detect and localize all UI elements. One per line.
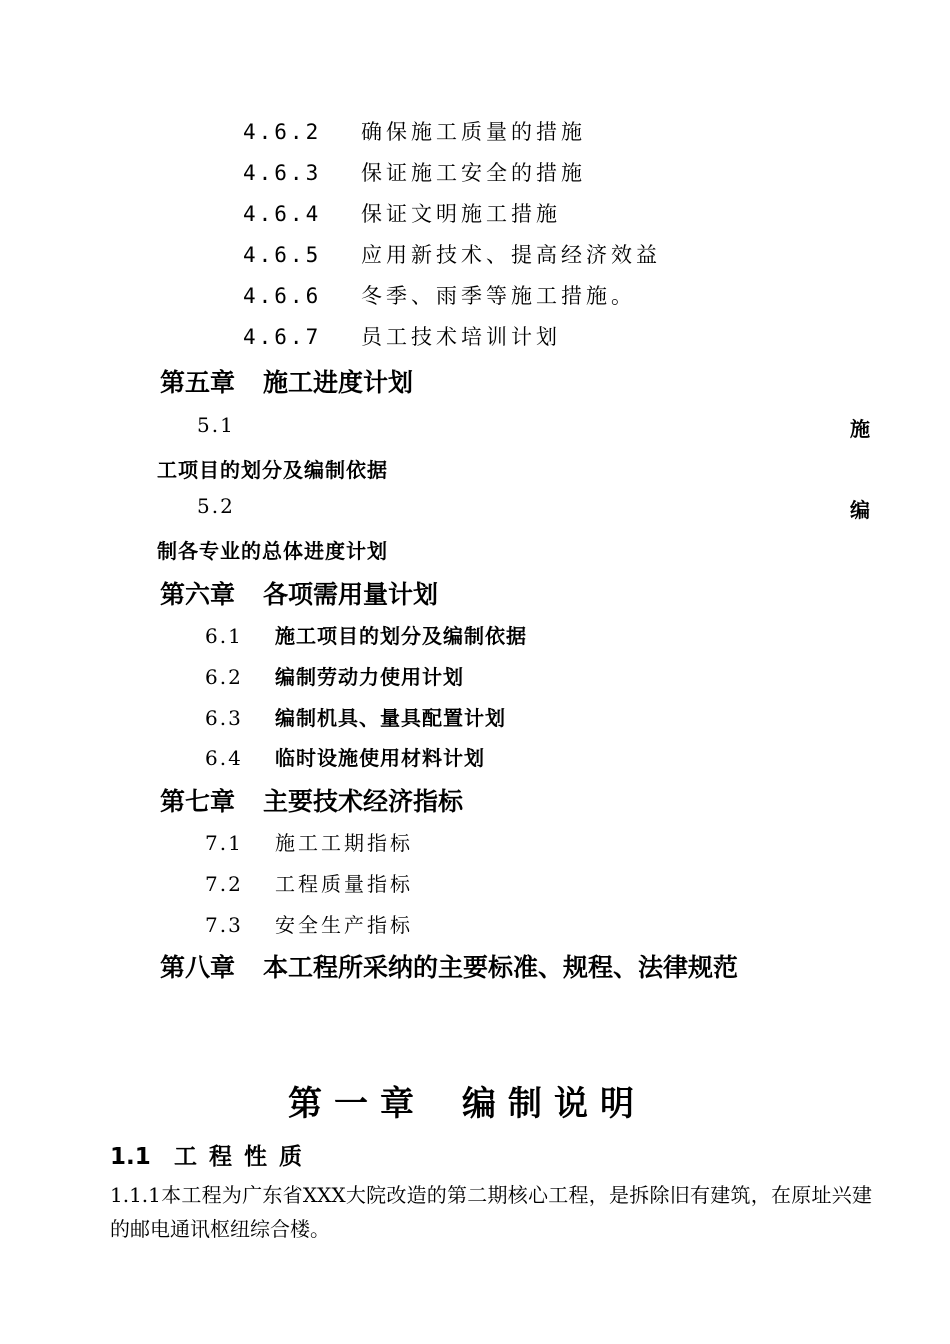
toc-entry-6-4[interactable] <box>205 742 485 771</box>
toc-entry-5-1-text[interactable]: 工项目的划分及编制依据 <box>157 458 388 482</box>
chapter-label: 第七章 <box>160 787 236 816</box>
toc-entry-text: 保证施工安全的措施 <box>361 161 586 185</box>
toc-entry-text: 安全生产指标 <box>275 913 413 937</box>
toc-chapter-7[interactable] <box>160 782 463 818</box>
chapter-label: 第八章 <box>160 953 236 982</box>
toc-entry-number: 4.6.6 <box>243 284 322 308</box>
toc-entry-number: 6.1 <box>205 624 243 648</box>
toc-entry-6-1[interactable] <box>205 620 527 649</box>
toc-entry-text: 施工项目的划分及编制依据 <box>275 624 527 648</box>
chapter-heading <box>288 1076 646 1125</box>
chapter-title: 施工进度计划 <box>263 368 414 397</box>
chapter-heading-label: 第一章 <box>288 1084 426 1124</box>
toc-entry-number: 4.6.7 <box>243 325 322 349</box>
body-paragraph: 1.1.1本工程为广东省XXX大院改造的第二期核心工程，是拆除旧有建筑，在原址兴建的邮电通讯枢纽综合楼。 <box>110 1183 872 1241</box>
toc-entry-text: 编制机具、量具配置计划 <box>275 706 506 730</box>
toc-entry-4-6-6[interactable] <box>243 280 636 310</box>
chapter-title: 各项需用量计划 <box>263 580 439 609</box>
toc-entry-5-2-number[interactable]: 5.2 <box>197 494 235 518</box>
toc-entry-6-2[interactable] <box>205 661 464 690</box>
toc-chapter-6[interactable] <box>160 575 438 611</box>
toc-entry-text: 冬季、雨季等施工措施。 <box>361 284 636 308</box>
toc-entry-text: 应用新技术、提高经济效益 <box>361 243 661 267</box>
chapter-title: 主要技术经济指标 <box>263 787 464 816</box>
section-title: 工程性质 <box>174 1144 314 1170</box>
toc-chapter-5[interactable] <box>160 363 413 399</box>
toc-entry-5-2-text[interactable]: 制各专业的总体进度计划 <box>157 539 388 563</box>
toc-entry-text: 员工技术培训计划 <box>361 325 561 349</box>
chapter-label: 第五章 <box>160 368 236 397</box>
toc-entry-number: 6.4 <box>205 746 243 770</box>
toc-entry-number: 6.3 <box>205 706 243 730</box>
toc-entry-text: 编制劳动力使用计划 <box>275 665 464 689</box>
toc-entry-number: 7.1 <box>205 831 243 855</box>
toc-entry-5-2-first-char: 编 <box>850 498 870 522</box>
toc-entry-4-6-2[interactable] <box>243 116 586 146</box>
section-heading <box>110 1138 314 1171</box>
section-number: 1.1 <box>110 1144 151 1170</box>
toc-chapter-8[interactable] <box>160 948 738 984</box>
chapter-title: 本工程所采纳的主要标准、规程、法律规范 <box>263 953 739 982</box>
toc-entry-text: 临时设施使用材料计划 <box>275 746 485 770</box>
toc-entry-6-3[interactable] <box>205 702 506 731</box>
toc-entry-7-1[interactable] <box>205 827 413 856</box>
toc-entry-5-1-number[interactable]: 5.1 <box>197 413 235 437</box>
toc-entry-7-3[interactable] <box>205 909 413 938</box>
chapter-heading-title: 编制说明 <box>462 1084 646 1124</box>
toc-entry-number: 4.6.2 <box>243 120 322 144</box>
toc-entry-text: 保证文明施工措施 <box>361 202 561 226</box>
toc-entry-4-6-5[interactable] <box>243 239 661 269</box>
toc-entry-number: 7.3 <box>205 913 243 937</box>
toc-entry-7-2[interactable] <box>205 868 413 897</box>
toc-entry-text: 施工工期指标 <box>275 831 413 855</box>
toc-entry-4-6-3[interactable] <box>243 157 586 187</box>
toc-entry-number: 6.2 <box>205 665 243 689</box>
toc-entry-text: 确保施工质量的措施 <box>361 120 586 144</box>
toc-entry-5-1-first-char: 施 <box>850 417 870 441</box>
chapter-label: 第六章 <box>160 580 236 609</box>
toc-entry-4-6-4[interactable] <box>243 198 561 228</box>
toc-entry-4-6-7[interactable] <box>243 321 561 351</box>
toc-entry-text: 工程质量指标 <box>275 872 413 896</box>
toc-entry-number: 7.2 <box>205 872 243 896</box>
toc-entry-number: 4.6.5 <box>243 243 322 267</box>
toc-entry-number: 4.6.3 <box>243 161 322 185</box>
toc-entry-number: 4.6.4 <box>243 202 322 226</box>
